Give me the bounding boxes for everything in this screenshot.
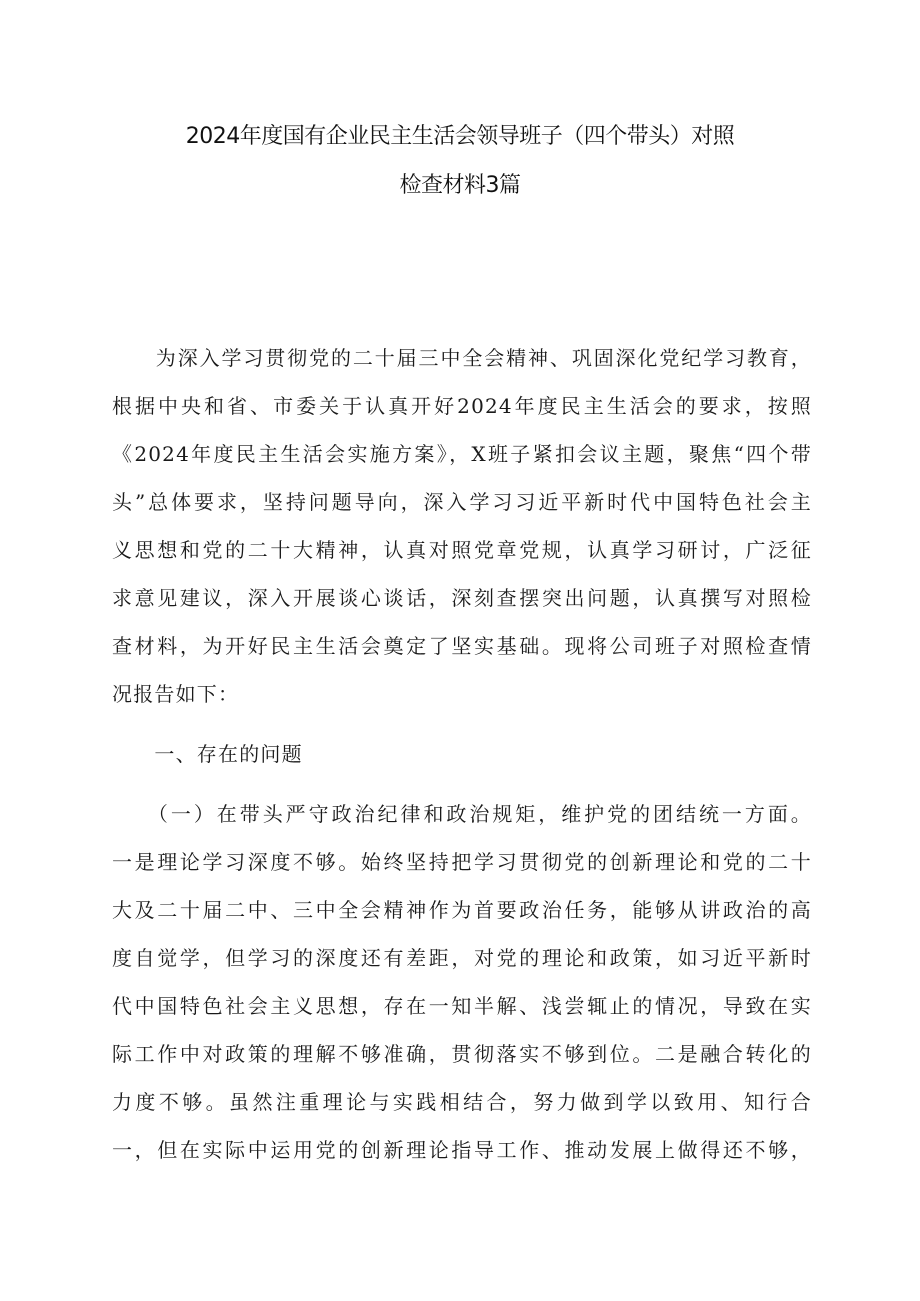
section-heading-1: 一、存在的问题 [112, 742, 303, 766]
paragraph-3-line-3: 大及二十届二中、三中全会精神作为首要政治任务，能够从讲政治的高 [112, 898, 812, 922]
paragraph-3-line-4: 度自觉学，但学习的深度还有差距，对党的理论和政策，如习近平新时 [112, 946, 812, 970]
document-title-line-1: 2024年度国有企业民主生活会领导班子（四个带头）对照 [185, 124, 735, 149]
paragraph-1-line-4: 头”总体要求，坚持问题导向，深入学习习近平新时代中国特色社会主 [112, 490, 812, 514]
paragraph-1-line-2: 根据中央和省、市委关于认真开好2024年度民主生活会的要求，按照 [112, 394, 812, 418]
paragraph-3-line-6: 际工作中对政策的理解不够准确，贯彻落实不够到位。二是融合转化的 [112, 1042, 812, 1066]
paragraph-1-line-7: 查材料，为开好民主生活会奠定了坚实基础。现将公司班子对照检查情 [112, 634, 812, 658]
paragraph-3-line-5: 代中国特色社会主义思想，存在一知半解、浅尝辄止的情况，导致在实 [112, 994, 812, 1018]
paragraph-1-line-5: 义思想和党的二十大精神，认真对照党章党规，认真学习研讨，广泛征 [112, 538, 812, 562]
paragraph-3-line-1: （一）在带头严守政治纪律和政治规矩，维护党的团结统一方面。 [112, 802, 812, 826]
paragraph-1-line-1: 为深入学习贯彻党的二十届三中全会精神、巩固深化党纪学习教育， [112, 346, 812, 370]
paragraph-1-line-6: 求意见建议，深入开展谈心谈话，深刻查摆突出问题，认真撰写对照检 [112, 586, 812, 610]
paragraph-3-line-7: 力度不够。虽然注重理论与实践相结合，努力做到学以致用、知行合 [112, 1090, 812, 1114]
paragraph-3-line-2: 一是理论学习深度不够。始终坚持把学习贯彻党的创新理论和党的二十 [112, 850, 812, 874]
paragraph-3-line-8: 一，但在实际中运用党的创新理论指导工作、推动发展上做得还不够， [112, 1138, 812, 1162]
paragraph-1-line-8: 况报告如下： [112, 682, 240, 706]
document-title-line-2: 检查材料3篇 [399, 173, 521, 198]
paragraph-1-line-3: 《2024年度民主生活会实施方案》，X班子紧扣会议主题，聚焦“四个带 [112, 442, 812, 466]
